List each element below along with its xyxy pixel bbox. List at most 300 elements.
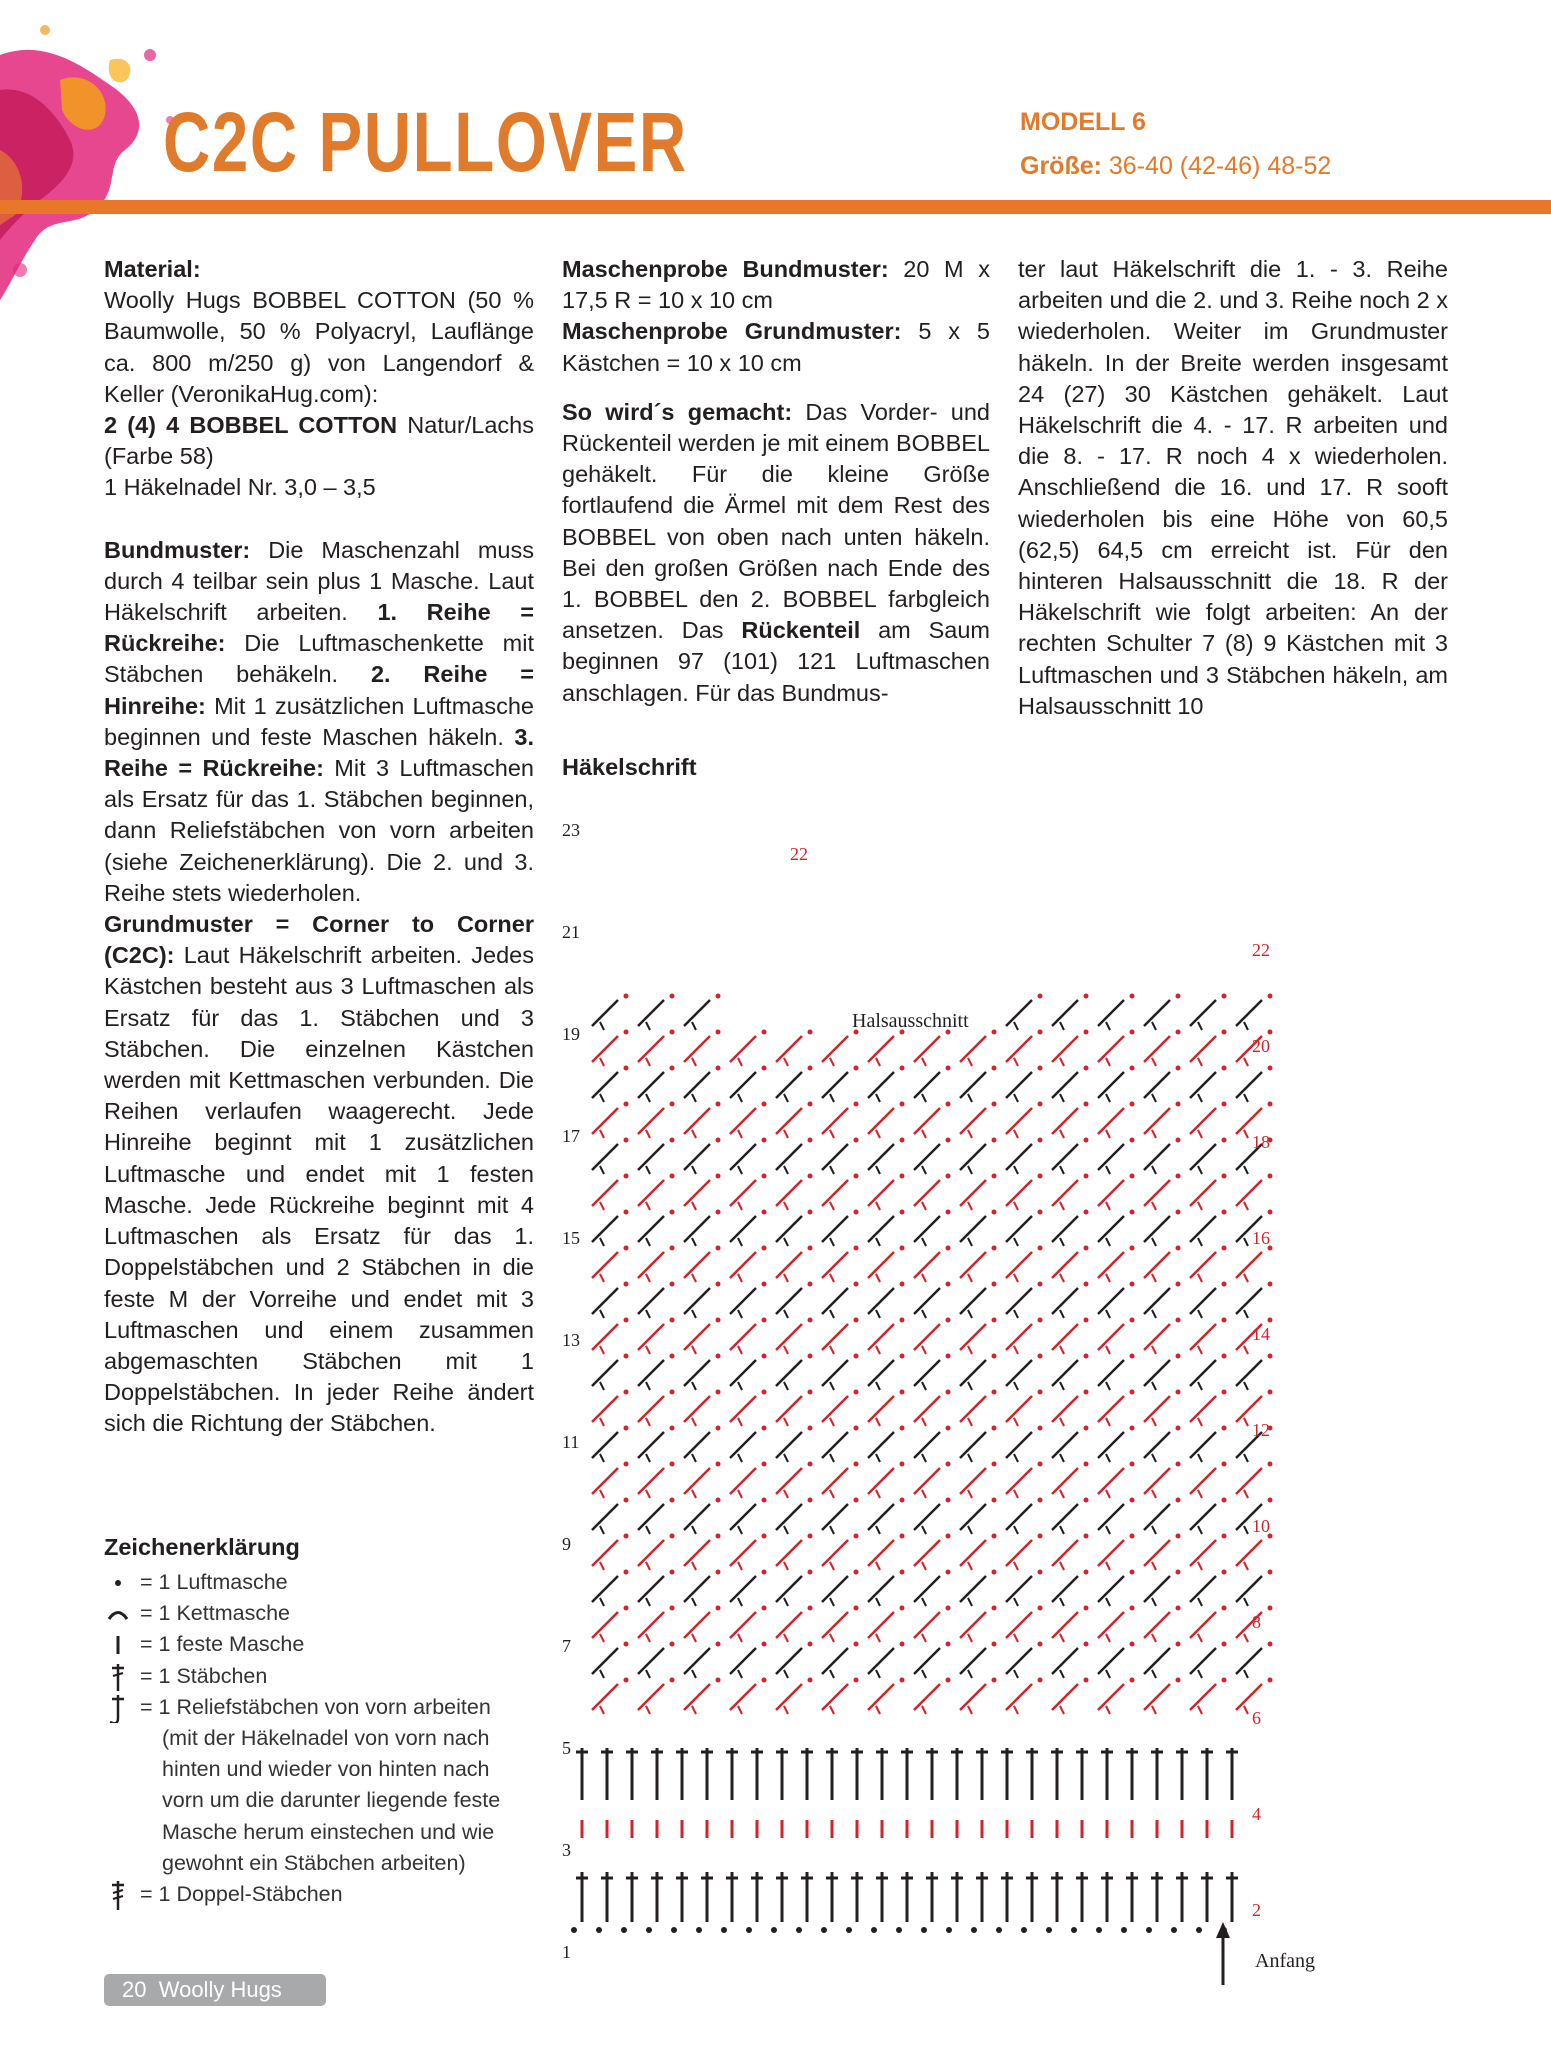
c2c-stitch [1052, 1288, 1078, 1314]
chain-stitch [670, 994, 675, 999]
row-number-right: 22 [1252, 940, 1270, 960]
c2c-stitch [592, 1432, 618, 1458]
chain-stitch [1222, 1102, 1227, 1107]
chain-stitch [992, 1426, 997, 1431]
c2c-stitch-mark [646, 1274, 650, 1282]
chain-stitch [1176, 1678, 1181, 1683]
c2c-stitch-mark [784, 1382, 788, 1390]
c2c-stitch-mark [1244, 1598, 1248, 1606]
chain-stitch [1222, 1138, 1227, 1143]
c2c-stitch [638, 1540, 664, 1566]
c2c-stitch [1098, 1684, 1124, 1710]
chain-stitch [796, 1927, 802, 1933]
c2c-stitch-mark [830, 1706, 834, 1714]
chain-stitch [762, 1138, 767, 1143]
chain-stitch [1038, 1354, 1043, 1359]
c2c-stitch [730, 1684, 756, 1710]
c2c-stitch [1144, 1360, 1170, 1386]
c2c-stitch-mark [1198, 1058, 1202, 1066]
chain-stitch [1084, 1570, 1089, 1575]
c2c-stitch [684, 1180, 710, 1206]
chain-stitch [716, 1282, 721, 1287]
c2c-stitch-mark [1244, 1382, 1248, 1390]
chain-stitch [1130, 1534, 1135, 1539]
chain-stitch [854, 1462, 859, 1467]
c2c-stitch-mark [738, 1238, 742, 1246]
bund-row2: 2. Reihe = Hinreihe: [104, 661, 534, 719]
c2c-stitch [1006, 1252, 1032, 1278]
slip-stitch-symbol [104, 1598, 140, 1629]
c2c-stitch-mark [876, 1526, 880, 1534]
size-label: Größe: [1020, 152, 1102, 180]
c2c-stitch [822, 1648, 848, 1674]
c2c-stitch-mark [968, 1058, 972, 1066]
c2c-stitch-mark [784, 1598, 788, 1606]
chain-stitch [1176, 1174, 1181, 1179]
start-arrow [1216, 1922, 1230, 1985]
row-number-right: 10 [1252, 1516, 1270, 1536]
c2c-stitch-mark [830, 1418, 834, 1426]
c2c-stitch [914, 1396, 940, 1422]
c2c-stitch-mark [1152, 1634, 1156, 1642]
chain-stitch [971, 1927, 977, 1933]
c2c-stitch [868, 1612, 894, 1638]
c2c-stitch-mark [738, 1454, 742, 1462]
c2c-stitch-mark [738, 1706, 742, 1714]
c2c-stitch-mark [692, 1598, 696, 1606]
c2c-stitch [822, 1288, 848, 1314]
c2c-stitch-mark [830, 1562, 834, 1570]
chain-stitch [1084, 1102, 1089, 1107]
c2c-stitch-mark [1014, 1382, 1018, 1390]
c2c-stitch-mark [784, 1706, 788, 1714]
chain-stitch [1130, 1462, 1135, 1467]
c2c-stitch [1006, 1432, 1032, 1458]
chain-stitch [1176, 1246, 1181, 1251]
chain-stitch [808, 1174, 813, 1179]
c2c-stitch-mark [784, 1454, 788, 1462]
c2c-stitch-mark [646, 1202, 650, 1210]
bund-heading: Bundmuster: [104, 536, 251, 563]
c2c-stitch-mark [1106, 1418, 1110, 1426]
chain-stitch [854, 1678, 859, 1683]
chain-stitch [1021, 1927, 1027, 1933]
c2c-stitch-mark [1106, 1670, 1110, 1678]
chain-stitch [1130, 1390, 1135, 1395]
c2c-stitch-mark [922, 1670, 926, 1678]
c2c-stitch [1052, 1576, 1078, 1602]
c2c-stitch-mark [1198, 1094, 1202, 1102]
c2c-stitch [1098, 1072, 1124, 1098]
chain-stitch [1084, 1354, 1089, 1359]
c2c-stitch-mark [692, 1526, 696, 1534]
c2c-stitch-mark [1198, 1706, 1202, 1714]
row-number-left: 15 [562, 1228, 580, 1248]
chain-stitch [1084, 1462, 1089, 1467]
c2c-stitch-mark [646, 1706, 650, 1714]
c2c-stitch [822, 1576, 848, 1602]
chain-stitch [762, 1102, 767, 1107]
text-column-2 [562, 254, 990, 709]
c2c-stitch-mark [1198, 1166, 1202, 1174]
chain-stitch [946, 1498, 951, 1503]
c2c-stitch [1098, 1180, 1124, 1206]
c2c-stitch [914, 1072, 940, 1098]
chain-stitch [762, 1462, 767, 1467]
c2c-stitch-mark [1152, 1274, 1156, 1282]
chain-stitch [1268, 1174, 1273, 1179]
c2c-stitch [1006, 1468, 1032, 1494]
chain-stitch [1084, 1426, 1089, 1431]
c2c-stitch [1144, 1036, 1170, 1062]
chain-stitch [946, 1462, 951, 1467]
chain-stitch [921, 1927, 927, 1933]
c2c-stitch-mark [692, 1166, 696, 1174]
c2c-stitch-mark [1106, 1058, 1110, 1066]
c2c-stitch-mark [922, 1130, 926, 1138]
c2c-stitch [592, 1360, 618, 1386]
chain-stitch [716, 1102, 721, 1107]
c2c-stitch-mark [1198, 1490, 1202, 1498]
chain-stitch [808, 1498, 813, 1503]
c2c-stitch-mark [1152, 1058, 1156, 1066]
c2c-stitch-mark [1060, 1382, 1064, 1390]
chain-stitch [946, 1138, 951, 1143]
c2c-stitch-mark [876, 1418, 880, 1426]
c2c-stitch [960, 1252, 986, 1278]
c2c-stitch [1006, 1612, 1032, 1638]
c2c-stitch-mark [1014, 1526, 1018, 1534]
c2c-stitch [1098, 1396, 1124, 1422]
c2c-stitch-mark [600, 1130, 604, 1138]
c2c-stitch-mark [692, 1706, 696, 1714]
c2c-stitch [960, 1432, 986, 1458]
chain-stitch [808, 1282, 813, 1287]
legend-item: vorn um die darunter liegende feste [162, 1788, 501, 1813]
chain-stitch [992, 1282, 997, 1287]
chain-stitch [1130, 1030, 1135, 1035]
chain-stitch [900, 1426, 905, 1431]
c2c-stitch-mark [1152, 1094, 1156, 1102]
row-number-right: 4 [1252, 1804, 1261, 1824]
c2c-stitch [684, 1072, 710, 1098]
c2c-stitch-mark [646, 1490, 650, 1498]
chain-stitch [900, 1354, 905, 1359]
chain-stitch [624, 1318, 629, 1323]
chain-stitch [808, 1210, 813, 1215]
chain-stitch [992, 1354, 997, 1359]
c2c-stitch-mark [1060, 1706, 1064, 1714]
c2c-stitch-mark [738, 1490, 742, 1498]
chain-stitch [1038, 1246, 1043, 1251]
chain-stitch [992, 1210, 997, 1215]
c2c-stitch-mark [830, 1346, 834, 1354]
c2c-stitch [684, 1036, 710, 1062]
c2c-stitch [822, 1108, 848, 1134]
c2c-stitch [868, 1036, 894, 1062]
chain-stitch [1176, 1210, 1181, 1215]
gauge1-heading: Maschenprobe Bundmuster: [562, 256, 889, 282]
c2c-stitch-mark [1060, 1634, 1064, 1642]
chain-stitch [716, 1606, 721, 1611]
c2c-stitch-mark [1014, 1058, 1018, 1066]
chain-stitch [1038, 1210, 1043, 1215]
chain-stitch [1130, 1246, 1135, 1251]
c2c-stitch [1052, 1684, 1078, 1710]
c2c-stitch [960, 1108, 986, 1134]
chain-stitch [808, 1534, 813, 1539]
grund-heading: Grundmuster = Corner to Corner (C2C): [104, 911, 534, 969]
c2c-stitch [730, 1504, 756, 1530]
c2c-stitch-mark [1060, 1490, 1064, 1498]
c2c-stitch-mark [692, 1454, 696, 1462]
chain-stitch [854, 1138, 859, 1143]
c2c-stitch-mark [1014, 1418, 1018, 1426]
c2c-stitch-mark [1198, 1310, 1202, 1318]
c2c-stitch-mark [876, 1310, 880, 1318]
c2c-stitch [1052, 1324, 1078, 1350]
c2c-stitch [1006, 1540, 1032, 1566]
c2c-stitch [638, 1684, 664, 1710]
c2c-stitch-mark [738, 1670, 742, 1678]
c2c-stitch [1190, 1684, 1216, 1710]
page-footer [104, 1974, 326, 2006]
c2c-stitch [868, 1540, 894, 1566]
c2c-stitch [960, 1036, 986, 1062]
c2c-stitch-mark [1244, 1634, 1248, 1642]
chain-stitch [946, 1354, 951, 1359]
c2c-stitch [1144, 1072, 1170, 1098]
legend-item: = 1 Stäbchen [140, 1663, 268, 1688]
c2c-stitch-mark [600, 1706, 604, 1714]
chain-stitch [670, 1678, 675, 1683]
chain-stitch [900, 1066, 905, 1071]
c2c-stitch [960, 1576, 986, 1602]
chain-stitch [1084, 1606, 1089, 1611]
c2c-stitch-mark [830, 1238, 834, 1246]
chain-stitch [946, 1642, 951, 1647]
c2c-stitch [914, 1180, 940, 1206]
c2c-stitch [776, 1288, 802, 1314]
chain-stitch [1038, 1066, 1043, 1071]
chain-stitch [721, 1927, 727, 1933]
c2c-stitch [730, 1360, 756, 1386]
size-info [1020, 152, 1331, 181]
c2c-stitch [638, 1072, 664, 1098]
c2c-stitch-mark [1106, 1238, 1110, 1246]
chain-stitch [992, 1102, 997, 1107]
chain-stitch [1268, 1606, 1273, 1611]
chain-stitch [1268, 1570, 1273, 1575]
c2c-stitch [1190, 1648, 1216, 1674]
c2c-stitch [1190, 1108, 1216, 1134]
chain-stitch [900, 1138, 905, 1143]
c2c-stitch-mark [1014, 1562, 1018, 1570]
chain-stitch [871, 1927, 877, 1933]
chain-stitch [900, 1246, 905, 1251]
chain-stitch [1038, 1282, 1043, 1287]
c2c-stitch-mark [1106, 1526, 1110, 1534]
chain-stitch [900, 1318, 905, 1323]
chain-stitch [670, 1534, 675, 1539]
c2c-stitch [730, 1288, 756, 1314]
c2c-stitch [868, 1144, 894, 1170]
chain-stitch [946, 1282, 951, 1287]
c2c-stitch-mark [1060, 1094, 1064, 1102]
chain-stitch [821, 1927, 827, 1933]
chain-stitch [1176, 1426, 1181, 1431]
c2c-stitch-mark [784, 1418, 788, 1426]
bund-text: Mit 1 zusätzlichen Luftmasche beginnen und feste Maschen häkeln. [104, 692, 534, 750]
c2c-stitch [822, 1360, 848, 1386]
chain-stitch [624, 1030, 629, 1035]
chain-stitch [1222, 1606, 1227, 1611]
c2c-stitch [730, 1180, 756, 1206]
chain-stitch [946, 1570, 951, 1575]
c2c-stitch-mark [692, 1274, 696, 1282]
c2c-stitch [684, 1612, 710, 1638]
c2c-stitch [1098, 1288, 1124, 1314]
c2c-stitch-mark [1014, 1166, 1018, 1174]
c2c-stitch-mark [968, 1562, 972, 1570]
chain-stitch [1038, 1534, 1043, 1539]
chain-stitch [854, 1570, 859, 1575]
page-title: C2C PULLOVER [163, 95, 688, 189]
c2c-stitch-mark [784, 1526, 788, 1534]
c2c-stitch-mark [738, 1346, 742, 1354]
c2c-stitch-mark [1060, 1346, 1064, 1354]
row-number-left: 9 [562, 1534, 571, 1554]
chain-stitch [624, 1606, 629, 1611]
c2c-stitch [1190, 1576, 1216, 1602]
c2c-stitch [776, 1072, 802, 1098]
c2c-stitch [868, 1684, 894, 1710]
c2c-stitch-mark [600, 1670, 604, 1678]
c2c-stitch-mark [1198, 1598, 1202, 1606]
chain-stitch [1038, 1462, 1043, 1467]
c2c-stitch-mark [1106, 1094, 1110, 1102]
c2c-stitch [1006, 1108, 1032, 1134]
c2c-stitch-mark [646, 1382, 650, 1390]
chain-stitch [670, 1282, 675, 1287]
c2c-stitch [914, 1252, 940, 1278]
c2c-stitch-mark [738, 1418, 742, 1426]
c2c-stitch [960, 1324, 986, 1350]
instructions-text: Das Vorder- und Rückenteil werden je mit einem BOBBEL gehäkelt. Für die kleine Größe fortlaufend die Ärmel mit dem Rest des BOBBEL von oben nach unten häkeln. Bei den großen Größen nach Ende des 1. BOBBEL den 2. BOBBEL farbgleich ansetzen. Das [562, 398, 990, 644]
c2c-stitch-mark [1152, 1130, 1156, 1138]
c2c-stitch-mark [1152, 1670, 1156, 1678]
c2c-stitch [960, 1180, 986, 1206]
c2c-stitch-mark [968, 1454, 972, 1462]
c2c-stitch [1006, 1288, 1032, 1314]
chain-stitch [900, 1102, 905, 1107]
chain-stitch [992, 1642, 997, 1647]
c2c-stitch [1006, 1144, 1032, 1170]
c2c-stitch [1052, 1036, 1078, 1062]
front-post-stitch-symbol [104, 1692, 140, 1723]
chain-stitch [1222, 1534, 1227, 1539]
c2c-stitch [868, 1504, 894, 1530]
chain-stitch [1038, 1390, 1043, 1395]
yarn-bold: 2 (4) 4 BOBBEL COTTON [104, 412, 398, 439]
chain-stitch [946, 1534, 951, 1539]
c2c-stitch [776, 1180, 802, 1206]
chain-stitch [1084, 1246, 1089, 1251]
c2c-stitch [730, 1108, 756, 1134]
chain-stitch [716, 1210, 721, 1215]
c2c-stitch [1236, 1648, 1262, 1674]
c2c-stitch [960, 1144, 986, 1170]
chain-stitch [716, 1066, 721, 1071]
c2c-stitch [822, 1036, 848, 1062]
c2c-stitch [960, 1540, 986, 1566]
chain-stitch [854, 1318, 859, 1323]
instructions-continued: ter laut Häkelschrift die 1. - 3. Reihe arbeiten und die 2. und 3. Reihe noch 2 x wiederholen. Weiter im Grundmuster häkeln. In der Breite werden insgesamt 24 (27) 30 Kästchen gehäkelt. Laut Häkelschrift die 4. - 17. R arbeiten und die 8. - 17. R noch 4 x wiederholen. Anschließend die 16. und 17. R sooft wiederholen bis eine Höhe von 60,5 (62,5) 64,5 cm erreicht ist. Für den hinteren Halsausschnitt die 18. R der Häkelschrift wie folgt arbeiten: An der rechten Schulter 7 (8) 9 Kästchen mit 3 Luftmaschen und 3 Stäbchen häkeln, am Halsausschnitt 10 [1018, 256, 1448, 719]
c2c-stitch-mark [1152, 1598, 1156, 1606]
chain-stitch [716, 1246, 721, 1251]
chain-stitch [1171, 1927, 1177, 1933]
c2c-stitch-mark [692, 1346, 696, 1354]
c2c-stitch-mark [692, 1310, 696, 1318]
c2c-stitch-mark [784, 1634, 788, 1642]
c2c-stitch-mark [876, 1562, 880, 1570]
c2c-stitch-mark [876, 1238, 880, 1246]
chain-stitch [716, 1642, 721, 1647]
chain-stitch [808, 1102, 813, 1107]
chain-stitch [716, 1678, 721, 1683]
c2c-stitch-mark [830, 1202, 834, 1210]
chain-stitch [1268, 1102, 1273, 1107]
c2c-stitch [822, 1396, 848, 1422]
chain-stitch [946, 1606, 951, 1611]
c2c-stitch [684, 1432, 710, 1458]
c2c-stitch-mark [876, 1094, 880, 1102]
c2c-stitch-mark [876, 1634, 880, 1642]
c2c-stitch [914, 1612, 940, 1638]
c2c-stitch-mark [1106, 1022, 1110, 1030]
c2c-stitch [1236, 1540, 1262, 1566]
c2c-stitch [914, 1360, 940, 1386]
c2c-stitch-mark [922, 1202, 926, 1210]
c2c-stitch [822, 1504, 848, 1530]
c2c-stitch [1006, 1396, 1032, 1422]
c2c-stitch-mark [738, 1274, 742, 1282]
c2c-stitch-mark [646, 1166, 650, 1174]
chain-stitch [1084, 1642, 1089, 1647]
c2c-stitch-mark [784, 1562, 788, 1570]
c2c-stitch [592, 1612, 618, 1638]
c2c-stitch-mark [922, 1274, 926, 1282]
c2c-stitch [776, 1540, 802, 1566]
c2c-stitch-mark [1244, 1526, 1248, 1534]
chain-stitch [1176, 1102, 1181, 1107]
legend-item: (mit der Häkelnadel von vorn nach [162, 1726, 490, 1751]
c2c-stitch-mark [968, 1130, 972, 1138]
crochet-chart [540, 780, 1320, 1990]
chain-stitch [1038, 1426, 1043, 1431]
c2c-stitch [1052, 1360, 1078, 1386]
c2c-stitch-mark [692, 1094, 696, 1102]
c2c-stitch [868, 1108, 894, 1134]
c2c-stitch [1190, 1072, 1216, 1098]
c2c-stitch-mark [968, 1274, 972, 1282]
c2c-stitch-mark [1244, 1166, 1248, 1174]
c2c-stitch [776, 1396, 802, 1422]
c2c-stitch-mark [830, 1598, 834, 1606]
c2c-stitch-mark [1244, 1454, 1248, 1462]
c2c-stitch [1190, 1288, 1216, 1314]
chain-stitch [1222, 1642, 1227, 1647]
